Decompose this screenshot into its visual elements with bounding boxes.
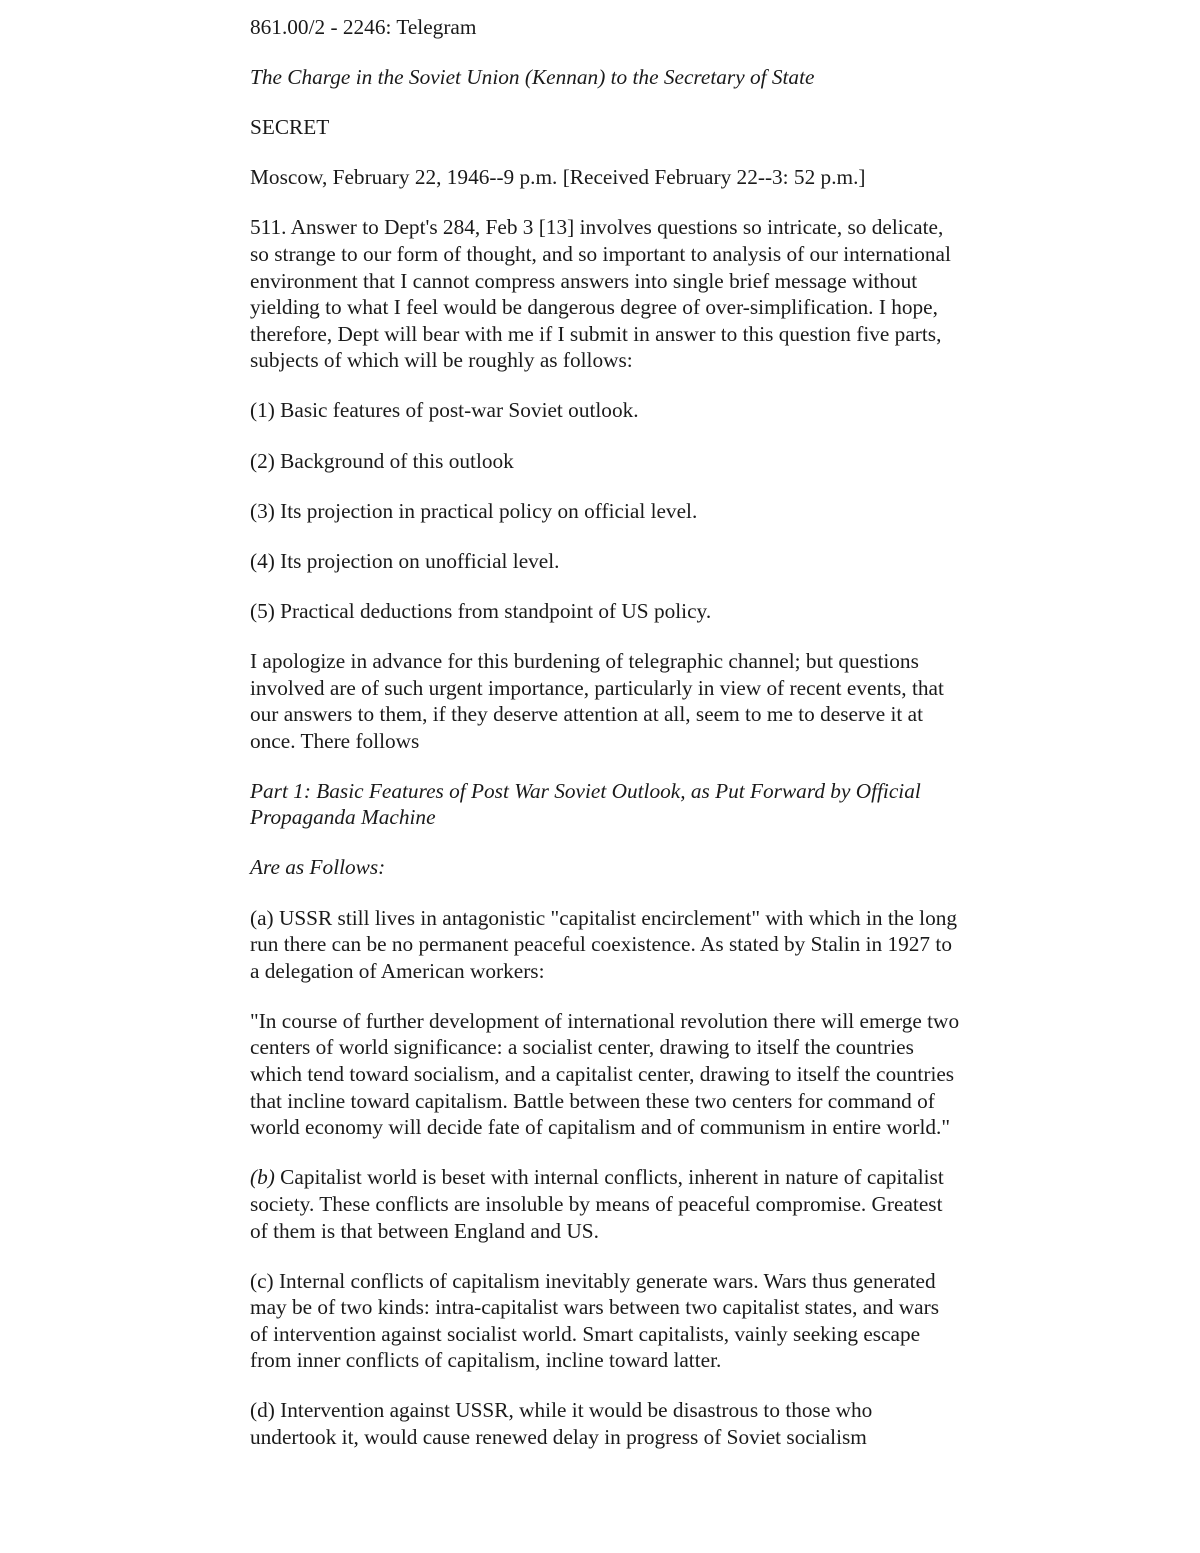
- part1-heading: Part 1: Basic Features of Post War Soviet Outlook, as Put Forward by Official Propaganda Machine: [250, 778, 921, 830]
- apology-paragraph: I apologize in advance for this burdening of telegraphic channel; but questions involved are of such urgent importance, particularly in view of recent events, that our answers to them, if they deserve attention at all, seem to me to deserve it at once. There follows: [250, 648, 944, 753]
- telegram-document: [250, 14, 962, 1474]
- part-list-item-2: (2) Background of this outlook: [250, 448, 514, 473]
- document-header: 861.00/2 - 2246: Telegram: [250, 15, 477, 39]
- point-b-text: Capitalist world is beset with internal conflicts, inherent in nature of capitalist society. These conflicts are insoluble by means of peaceful compromise. Greatest of them is that between England and US.: [250, 1165, 944, 1243]
- part-list-item-4: (4) Its projection on unofficial level.: [250, 548, 560, 573]
- point-b-paragraph: [250, 1164, 962, 1244]
- document-title: The Charge in the Soviet Union (Kennan) to the Secretary of State: [250, 65, 815, 90]
- point-d-paragraph: (d) Intervention against USSR, while it would be disastrous to those who undertook it, would cause renewed delay in progress of Soviet socialism: [250, 1398, 873, 1450]
- classification-label: SECRET: [250, 115, 330, 140]
- part-list-item-1: (1) Basic features of post-war Soviet outlook.: [250, 398, 639, 423]
- point-a-paragraph: (a) USSR still lives in antagonistic "capitalist encirclement" with which in the long run there can be no permanent peaceful coexistence. As stated by Stalin in 1927 to a delegation of American workers:: [250, 905, 958, 983]
- point-b-label: (b): [250, 1165, 275, 1190]
- point-c-paragraph: (c) Internal conflicts of capitalism inevitably generate wars. Wars thus generated may be of two kinds: intra-capitalist wars between two capitalist states, and wars of intervention against socialist world. Smart capitalists, vainly seeking escape from inner conflicts of capitalism, incline toward latter.: [250, 1268, 939, 1373]
- part-list-item-5: (5) Practical deductions from standpoint of US policy.: [250, 598, 712, 623]
- part-list-item-3: (3) Its projection in practical policy on official level.: [250, 498, 698, 523]
- stalin-quote: "In course of further development of international revolution there will emerge two centers of world significance: a socialist center, drawing to itself the countries which tend toward socialism, and a capitalist center, drawing to itself the countries that incline toward capitalism. Battle between these two centers for command of world economy will decide fate of capitalism and of communism in entire world.": [250, 1008, 960, 1140]
- dateline: Moscow, February 22, 1946--9 p.m. [Received February 22--3: 52 p.m.]: [250, 165, 866, 190]
- part1-subheading: Are as Follows:: [250, 855, 386, 880]
- intro-paragraph: 511. Answer to Dept's 284, Feb 3 [13] involves questions so intricate, so delicate, so strange to our form of thought, and so important to analysis of our international environment that I cannot compress answers into single brief message without yielding to what I feel would be dangerous degree of over-simplification. I hope, therefore, Dept will bear with me if I submit in answer to this question five parts, subjects of which will be roughly as follows:: [250, 215, 951, 373]
